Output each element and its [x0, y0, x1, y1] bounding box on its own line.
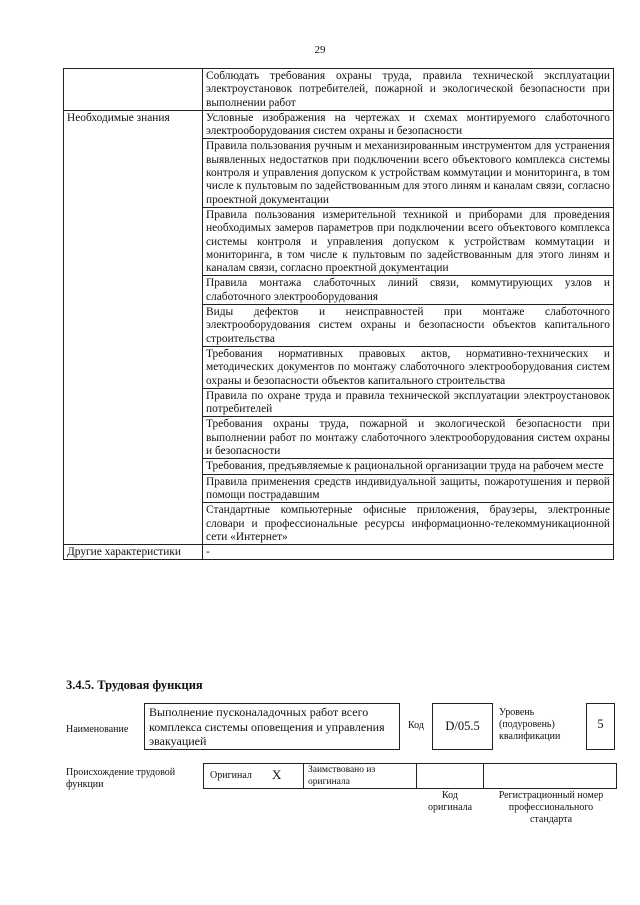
level-label: Уровень (подуровень) квалификации: [499, 707, 561, 742]
cell-divider: [483, 764, 484, 788]
original-cell: [204, 764, 304, 788]
table-cell: -: [203, 545, 614, 560]
name-label: Наименование: [66, 724, 129, 735]
table-cell: Условные изображения на чертежах и схемах монтируемого слаботочного электрооборудования систем охраны и безопасности: [203, 110, 614, 139]
reg-number-label: Регистрационный номер профессионального стандарта: [498, 790, 604, 825]
function-name-box: Выполнение пусконаладочных работ всего комплекса системы оповещения и управления эвакуацией: [144, 703, 400, 750]
table-row: [64, 69, 614, 111]
code-box: D/05.5: [432, 703, 493, 750]
borrowed-label: Заимствовано из оригинала: [308, 765, 376, 787]
table-cell: Правила монтажа слаботочных линий связи, коммутирующих узлов и слаботочного электрооборудования: [203, 276, 614, 305]
table-row: [64, 110, 614, 139]
skills-table: [63, 68, 614, 560]
row-label-empty: [64, 69, 203, 111]
code-label: Код: [408, 720, 424, 731]
row-label-other: Другие характеристики: [64, 545, 203, 560]
origin-code-label: Код оригинала: [427, 790, 473, 813]
table-cell: Виды дефектов и неисправностей при монтаже слаботочного электрооборудования систем охраны и безопасности объектов капитального строительства: [203, 305, 614, 347]
table-cell: Правила пользования измерительной техникой и приборами для проведения необходимых замеров параметров при подключении всего объектового комплекса системы контроля и управления допуском к устройствам коммутации и мониторинга, в том числе к пультовым по задействованным для этого линям и каналам связи, согласно проектной документации: [203, 207, 614, 275]
table-cell: Требования охраны труда, пожарной и экологической безопасности при выполнении работ по монтажу слаботочного электрооборудования систем охраны и безопасности: [203, 417, 614, 459]
table-cell: Правила применения средств индивидуальной защиты, пожаротушения и первой помощи пострадавшим: [203, 474, 614, 503]
table-cell: Стандартные компьютерные офисные приложения, браузеры, электронные словари и профессиональные ресурсы информационно-телекоммуникационной сети «Интернет»: [203, 503, 614, 545]
original-label: Оригинал: [210, 770, 252, 781]
origin-label: Происхождение трудовой функции: [66, 767, 176, 790]
table-cell: Правила по охране труда и правила технической эксплуатации электроустановок потребителей: [203, 388, 614, 417]
table-cell: Правила пользования ручным и механизированным инструментом для устранения выявленных недостатков при подключении всего объектового комплекса системы контроля и управления допуском к устройствам коммутации и мониторинга, в том числе к пультовым по задействованным для этого линям и каналам связи, согласно проектной документации: [203, 139, 614, 207]
section-title: 3.4.5. Трудовая функция: [66, 678, 203, 692]
level-box: 5: [586, 703, 615, 750]
origin-table: [203, 763, 617, 789]
original-mark: X: [272, 767, 282, 782]
row-label-knowledge: Необходимые знания: [64, 110, 203, 544]
cell-divider: [416, 764, 417, 788]
table-cell: Требования нормативных правовых актов, нормативно-технических и методических документов по монтажу слаботочного электрооборудования систем охраны и безопасности объектов капитального строительства: [203, 346, 614, 388]
table-cell: Соблюдать требования охраны труда, правила технической эксплуатации электроустановок потребителей, пожарной и экологической безопасности при выполнении работ: [203, 69, 614, 111]
page-number: 29: [314, 44, 326, 56]
table-cell: Требования, предъявляемые к рациональной организации труда на рабочем месте: [203, 459, 614, 474]
table-row: [64, 545, 614, 560]
